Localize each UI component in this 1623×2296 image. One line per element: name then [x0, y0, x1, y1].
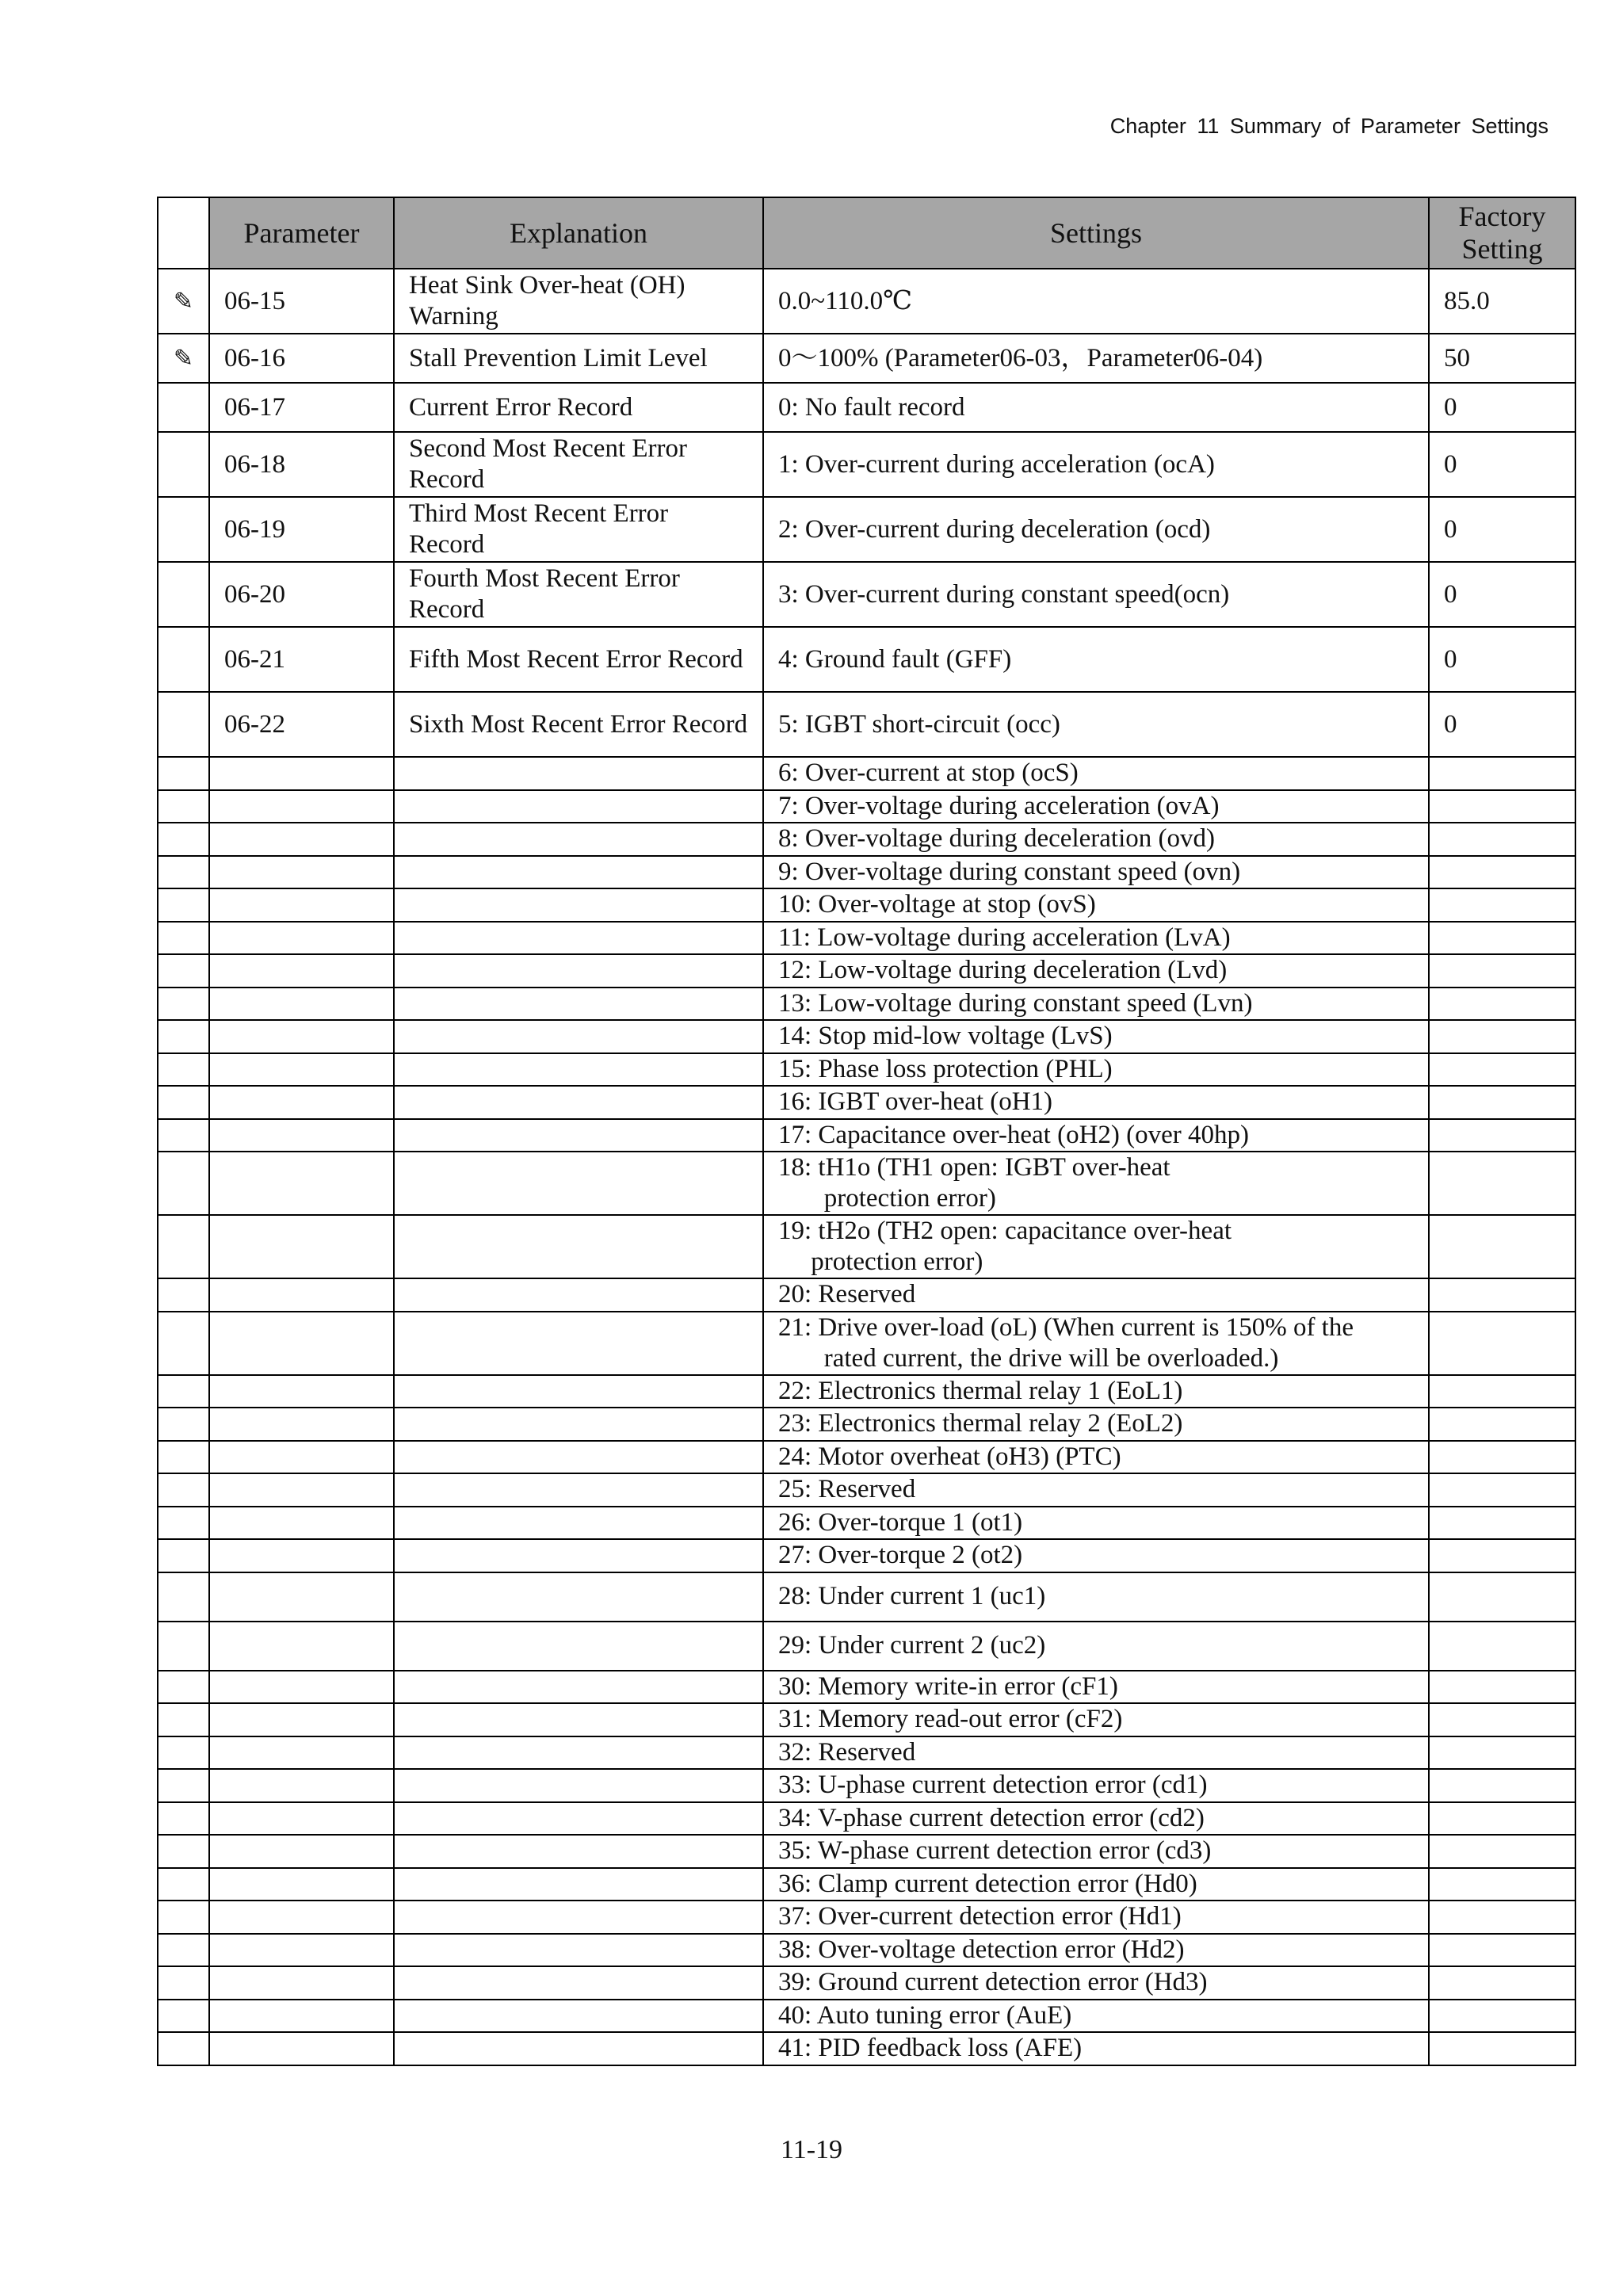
factory-setting: [1429, 1086, 1575, 1119]
parameter-explanation: [394, 1868, 763, 1901]
table-row: [158, 1312, 1575, 1375]
parameter-setting: 8: Over-voltage during deceleration (ovd): [763, 823, 1429, 856]
parameter-explanation: [394, 888, 763, 922]
table-row: [158, 1375, 1575, 1408]
parameter-code: 06-20: [209, 562, 394, 627]
table-row: [158, 2000, 1575, 2033]
parameter-explanation: [394, 954, 763, 988]
parameter-explanation: Sixth Most Recent Error Record: [394, 692, 763, 757]
parameter-setting: 19: tH2o (TH2 open: capacitance over-heat protection error): [763, 1215, 1429, 1278]
parameter-explanation: [394, 1934, 763, 1967]
factory-setting: [1429, 1312, 1575, 1375]
mark-cell: [158, 692, 209, 757]
parameter-explanation: Third Most Recent Error Record: [394, 497, 763, 562]
factory-setting: [1429, 1215, 1575, 1278]
parameter-code: [209, 922, 394, 955]
mark-cell: [158, 1835, 209, 1868]
parameter-code: [209, 1703, 394, 1736]
factory-setting: [1429, 1053, 1575, 1087]
parameter-code: [209, 1375, 394, 1408]
parameter-setting: 38: Over-voltage detection error (Hd2): [763, 1934, 1429, 1967]
mark-cell: [158, 1278, 209, 1312]
parameter-code: [209, 1507, 394, 1540]
parameter-setting: 20: Reserved: [763, 1278, 1429, 1312]
page-header: Chapter 11 Summary of Parameter Settings: [1109, 114, 1549, 138]
mark-cell: [158, 2000, 209, 2033]
parameter-explanation: Second Most Recent Error Record: [394, 432, 763, 497]
parameter-code: [209, 1934, 394, 1967]
factory-setting: 0: [1429, 692, 1575, 757]
parameter-code: [209, 2000, 394, 2033]
parameter-code: [209, 1572, 394, 1622]
table-row: [158, 1966, 1575, 2000]
table-row: [158, 1736, 1575, 1770]
parameter-explanation: [394, 1539, 763, 1572]
parameter-code: 06-15: [209, 269, 394, 334]
table-row: [158, 1441, 1575, 1474]
parameter-setting: 34: V-phase current detection error (cd2): [763, 1802, 1429, 1836]
mark-cell: [158, 1901, 209, 1934]
parameter-setting: 29: Under current 2 (uc2): [763, 1622, 1429, 1671]
parameter-explanation: [394, 1152, 763, 1215]
parameter-setting: 16: IGBT over-heat (oH1): [763, 1086, 1429, 1119]
parameter-code: [209, 1539, 394, 1572]
header-mark: [158, 197, 209, 269]
factory-setting: [1429, 1934, 1575, 1967]
table-row: [158, 1152, 1575, 1215]
factory-setting: [1429, 1703, 1575, 1736]
parameter-code: 06-22: [209, 692, 394, 757]
parameter-setting: 36: Clamp current detection error (Hd0): [763, 1868, 1429, 1901]
table-row: [158, 757, 1575, 790]
mark-cell: [158, 1312, 209, 1375]
factory-setting: [1429, 790, 1575, 823]
table-row: [158, 1802, 1575, 1836]
parameter-explanation: Stall Prevention Limit Level: [394, 334, 763, 383]
table-row: [158, 1901, 1575, 1934]
parameter-explanation: [394, 823, 763, 856]
parameter-setting: 30: Memory write-in error (cF1): [763, 1671, 1429, 1704]
parameter-code: [209, 1119, 394, 1152]
parameter-explanation: [394, 988, 763, 1021]
parameter-explanation: [394, 1802, 763, 1836]
factory-setting: [1429, 856, 1575, 889]
mark-cell: [158, 1215, 209, 1278]
parameter-explanation: [394, 856, 763, 889]
parameter-explanation: [394, 1572, 763, 1622]
parameter-setting: 39: Ground current detection error (Hd3): [763, 1966, 1429, 2000]
factory-setting: [1429, 1441, 1575, 1474]
parameter-code: [209, 1020, 394, 1053]
factory-setting: [1429, 1572, 1575, 1622]
parameter-setting: 21: Drive over-load (oL) (When current is 150% of the rated current, the drive will be overloaded.): [763, 1312, 1429, 1375]
parameter-table: [157, 197, 1576, 2066]
parameter-explanation: [394, 1215, 763, 1278]
factory-setting: [1429, 1507, 1575, 1540]
factory-setting: [1429, 2000, 1575, 2033]
mark-cell: [158, 856, 209, 889]
table-row: [158, 1934, 1575, 1967]
table-row: [158, 1703, 1575, 1736]
table-row: [158, 562, 1575, 627]
parameter-explanation: [394, 2000, 763, 2033]
parameter-code: 06-21: [209, 627, 394, 692]
table-row: [158, 1671, 1575, 1704]
parameter-explanation: [394, 1507, 763, 1540]
parameter-code: [209, 1152, 394, 1215]
parameter-setting: 28: Under current 1 (uc1): [763, 1572, 1429, 1622]
table-row: [158, 988, 1575, 1021]
mark-cell: [158, 1622, 209, 1671]
factory-setting: [1429, 922, 1575, 955]
modifiable-icon: ✎: [158, 269, 209, 334]
mark-cell: [158, 497, 209, 562]
mark-cell: [158, 1934, 209, 1967]
parameter-setting: 7: Over-voltage during acceleration (ovA): [763, 790, 1429, 823]
parameter-code: [209, 856, 394, 889]
mark-cell: [158, 1671, 209, 1704]
parameter-code: [209, 1868, 394, 1901]
table-row: [158, 497, 1575, 562]
parameter-explanation: [394, 1622, 763, 1671]
parameter-explanation: [394, 1835, 763, 1868]
parameter-setting: 17: Capacitance over-heat (oH2) (over 40hp): [763, 1119, 1429, 1152]
parameter-setting: 26: Over-torque 1 (ot1): [763, 1507, 1429, 1540]
mark-cell: [158, 1020, 209, 1053]
parameter-code: 06-17: [209, 383, 394, 432]
factory-setting: [1429, 1119, 1575, 1152]
parameter-code: [209, 1622, 394, 1671]
parameter-setting: 0～100% (Parameter06-03，Parameter06-04): [763, 334, 1429, 383]
parameter-setting: 0: No fault record: [763, 383, 1429, 432]
factory-setting: 0: [1429, 627, 1575, 692]
mark-cell: [158, 1769, 209, 1802]
mark-cell: [158, 1507, 209, 1540]
parameter-setting: 11: Low-voltage during acceleration (LvA): [763, 922, 1429, 955]
factory-setting: [1429, 1473, 1575, 1507]
parameter-setting: 27: Over-torque 2 (ot2): [763, 1539, 1429, 1572]
mark-cell: [158, 383, 209, 432]
parameter-code: [209, 988, 394, 1021]
parameter-code: [209, 1408, 394, 1441]
factory-setting: 0: [1429, 432, 1575, 497]
mark-cell: [158, 1408, 209, 1441]
parameter-explanation: [394, 1408, 763, 1441]
parameter-code: [209, 1835, 394, 1868]
mark-cell: [158, 1802, 209, 1836]
parameter-setting: 13: Low-voltage during constant speed (Lvn): [763, 988, 1429, 1021]
parameter-setting: 5: IGBT short-circuit (occ): [763, 692, 1429, 757]
parameter-setting: 0.0~110.0℃: [763, 269, 1429, 334]
mark-cell: [158, 1539, 209, 1572]
parameter-setting: 10: Over-voltage at stop (ovS): [763, 888, 1429, 922]
parameter-setting: 6: Over-current at stop (ocS): [763, 757, 1429, 790]
factory-setting: [1429, 1802, 1575, 1836]
parameter-setting: 4: Ground fault (GFF): [763, 627, 1429, 692]
parameter-explanation: [394, 1119, 763, 1152]
parameter-code: [209, 1966, 394, 2000]
factory-setting: [1429, 1901, 1575, 1934]
table-row: [158, 1622, 1575, 1671]
mark-cell: [158, 1086, 209, 1119]
parameter-setting: 23: Electronics thermal relay 2 (EoL2): [763, 1408, 1429, 1441]
parameter-setting: 24: Motor overheat (oH3) (PTC): [763, 1441, 1429, 1474]
table-row: [158, 790, 1575, 823]
parameter-explanation: [394, 1375, 763, 1408]
parameter-code: [209, 1278, 394, 1312]
parameter-setting: 33: U-phase current detection error (cd1): [763, 1769, 1429, 1802]
parameter-setting: 25: Reserved: [763, 1473, 1429, 1507]
parameter-setting: 22: Electronics thermal relay 1 (EoL1): [763, 1375, 1429, 1408]
parameter-setting: 14: Stop mid-low voltage (LvS): [763, 1020, 1429, 1053]
table-row: [158, 269, 1575, 334]
header-parameter: Parameter: [209, 197, 394, 269]
mark-cell: [158, 1441, 209, 1474]
table-row: [158, 1473, 1575, 1507]
factory-setting: [1429, 888, 1575, 922]
parameter-explanation: [394, 2032, 763, 2065]
factory-setting: [1429, 954, 1575, 988]
parameter-explanation: [394, 1312, 763, 1375]
table-row: [158, 1769, 1575, 1802]
parameter-explanation: Current Error Record: [394, 383, 763, 432]
mark-cell: [158, 1375, 209, 1408]
parameter-code: [209, 1312, 394, 1375]
factory-setting: [1429, 2032, 1575, 2065]
table-row: [158, 1539, 1575, 1572]
mark-cell: [158, 888, 209, 922]
mark-cell: [158, 757, 209, 790]
mark-cell: [158, 954, 209, 988]
table-row: [158, 334, 1575, 383]
table-row: [158, 383, 1575, 432]
table-row: [158, 1507, 1575, 1540]
parameter-code: [209, 2032, 394, 2065]
mark-cell: [158, 823, 209, 856]
parameter-explanation: [394, 922, 763, 955]
factory-setting: 85.0: [1429, 269, 1575, 334]
parameter-code: [209, 888, 394, 922]
factory-setting: [1429, 1278, 1575, 1312]
parameter-setting: 32: Reserved: [763, 1736, 1429, 1770]
parameter-setting: 40: Auto tuning error (AuE): [763, 2000, 1429, 2033]
factory-setting: [1429, 757, 1575, 790]
factory-setting: [1429, 988, 1575, 1021]
parameter-explanation: [394, 1086, 763, 1119]
table-row: [158, 692, 1575, 757]
mark-cell: [158, 1152, 209, 1215]
table-row: [158, 1020, 1575, 1053]
factory-setting: [1429, 1868, 1575, 1901]
table-row: [158, 823, 1575, 856]
parameter-code: [209, 790, 394, 823]
parameter-explanation: [394, 757, 763, 790]
factory-setting: [1429, 1020, 1575, 1053]
parameter-code: [209, 1086, 394, 1119]
parameter-explanation: Heat Sink Over-heat (OH) Warning: [394, 269, 763, 334]
mark-cell: [158, 1966, 209, 2000]
factory-setting: 0: [1429, 383, 1575, 432]
factory-setting: [1429, 1671, 1575, 1704]
mark-cell: [158, 988, 209, 1021]
parameter-explanation: [394, 1671, 763, 1704]
header-factory-setting: Factory Setting: [1429, 197, 1575, 269]
parameter-explanation: [394, 1769, 763, 1802]
table-row: [158, 1215, 1575, 1278]
table-row: [158, 1086, 1575, 1119]
header-explanation: Explanation: [394, 197, 763, 269]
parameter-code: [209, 823, 394, 856]
parameter-setting: 18: tH1o (TH1 open: IGBT over-heat protection error): [763, 1152, 1429, 1215]
table-row: [158, 922, 1575, 955]
table-row: [158, 1119, 1575, 1152]
table-row: [158, 856, 1575, 889]
parameter-explanation: Fifth Most Recent Error Record: [394, 627, 763, 692]
table-row: [158, 1572, 1575, 1622]
factory-setting: [1429, 1375, 1575, 1408]
factory-setting: [1429, 1408, 1575, 1441]
parameter-explanation: [394, 1966, 763, 2000]
parameter-code: 06-18: [209, 432, 394, 497]
mark-cell: [158, 1736, 209, 1770]
mark-cell: [158, 790, 209, 823]
mark-cell: [158, 2032, 209, 2065]
table-row: [158, 1835, 1575, 1868]
factory-setting: 0: [1429, 497, 1575, 562]
mark-cell: [158, 1053, 209, 1087]
parameter-code: [209, 757, 394, 790]
factory-setting: [1429, 1835, 1575, 1868]
modifiable-icon: ✎: [158, 334, 209, 383]
factory-setting: [1429, 1966, 1575, 2000]
table-row: [158, 627, 1575, 692]
table-row: [158, 888, 1575, 922]
factory-setting: [1429, 1622, 1575, 1671]
parameter-code: 06-19: [209, 497, 394, 562]
mark-cell: [158, 627, 209, 692]
parameter-code: [209, 954, 394, 988]
parameter-setting: 15: Phase loss protection (PHL): [763, 1053, 1429, 1087]
parameter-code: [209, 1473, 394, 1507]
parameter-explanation: [394, 1901, 763, 1934]
mark-cell: [158, 562, 209, 627]
table-header-row: [158, 197, 1575, 269]
factory-setting: [1429, 1539, 1575, 1572]
factory-setting: [1429, 823, 1575, 856]
mark-cell: [158, 1572, 209, 1622]
mark-cell: [158, 1703, 209, 1736]
factory-setting: [1429, 1736, 1575, 1770]
parameter-setting: 37: Over-current detection error (Hd1): [763, 1901, 1429, 1934]
parameter-setting: 3: Over-current during constant speed(ocn): [763, 562, 1429, 627]
parameter-code: [209, 1769, 394, 1802]
parameter-code: [209, 1441, 394, 1474]
parameter-code: 06-16: [209, 334, 394, 383]
parameter-explanation: [394, 1736, 763, 1770]
parameter-explanation: [394, 1703, 763, 1736]
parameter-explanation: [394, 1020, 763, 1053]
table-row: [158, 1278, 1575, 1312]
parameter-setting: 9: Over-voltage during constant speed (ovn): [763, 856, 1429, 889]
parameter-explanation: [394, 790, 763, 823]
parameter-explanation: Fourth Most Recent Error Record: [394, 562, 763, 627]
mark-cell: [158, 432, 209, 497]
parameter-setting: 31: Memory read-out error (cF2): [763, 1703, 1429, 1736]
parameter-setting: 2: Over-current during deceleration (ocd): [763, 497, 1429, 562]
parameter-explanation: [394, 1053, 763, 1087]
parameter-explanation: [394, 1473, 763, 1507]
parameter-setting: 41: PID feedback loss (AFE): [763, 2032, 1429, 2065]
parameter-explanation: [394, 1278, 763, 1312]
table-row: [158, 1408, 1575, 1441]
parameter-code: [209, 1215, 394, 1278]
parameter-code: [209, 1053, 394, 1087]
table-row: [158, 954, 1575, 988]
parameter-code: [209, 1901, 394, 1934]
table-row: [158, 432, 1575, 497]
parameter-code: [209, 1671, 394, 1704]
parameter-explanation: [394, 1441, 763, 1474]
table-row: [158, 1053, 1575, 1087]
parameter-setting: 1: Over-current during acceleration (ocA): [763, 432, 1429, 497]
mark-cell: [158, 1473, 209, 1507]
table-row: [158, 2032, 1575, 2065]
table-row: [158, 1868, 1575, 1901]
factory-setting: [1429, 1152, 1575, 1215]
mark-cell: [158, 1868, 209, 1901]
mark-cell: [158, 922, 209, 955]
factory-setting: 0: [1429, 562, 1575, 627]
parameter-code: [209, 1802, 394, 1836]
parameter-setting: 35: W-phase current detection error (cd3): [763, 1835, 1429, 1868]
page-number: 11-19: [780, 2135, 843, 2164]
factory-setting: 50: [1429, 334, 1575, 383]
factory-setting: [1429, 1769, 1575, 1802]
header-settings: Settings: [763, 197, 1429, 269]
parameter-setting: 12: Low-voltage during deceleration (Lvd): [763, 954, 1429, 988]
parameter-code: [209, 1736, 394, 1770]
mark-cell: [158, 1119, 209, 1152]
